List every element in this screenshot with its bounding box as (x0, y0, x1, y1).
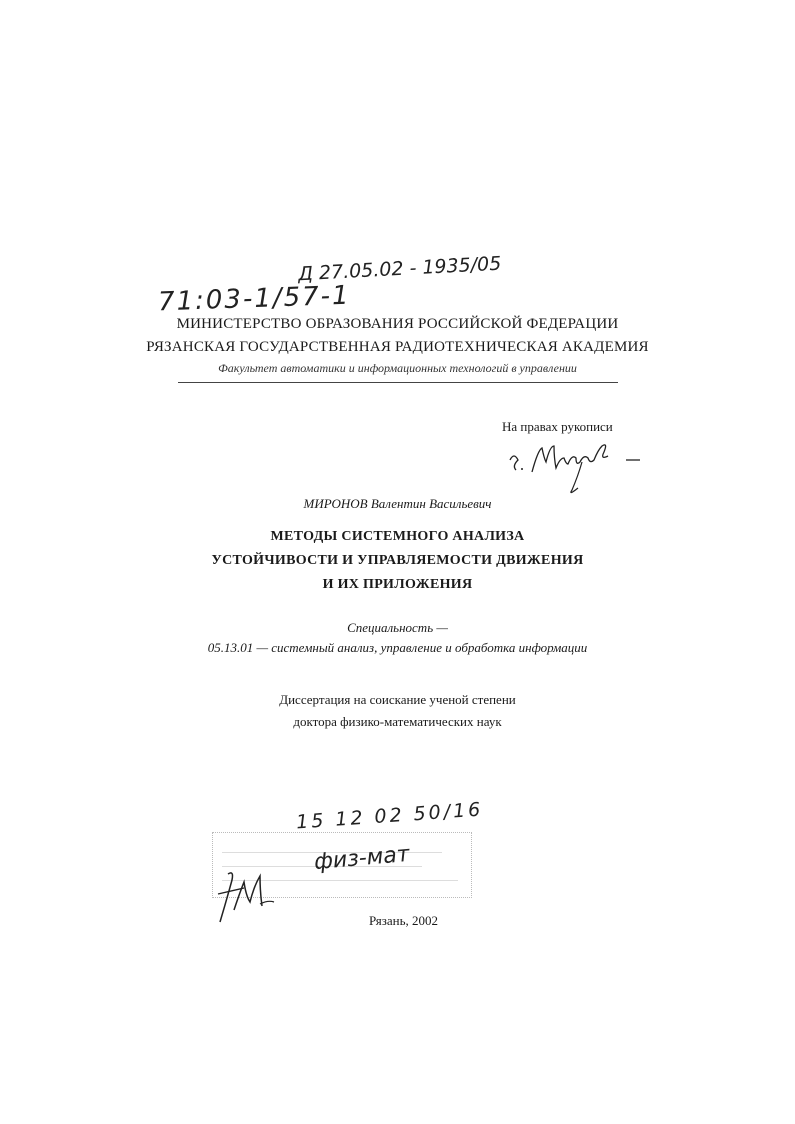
librarian-initials-signature (212, 860, 284, 928)
dissertation-title-line-2: УСТОЙЧИВОСТИ И УПРАВЛЯЕМОСТИ ДВИЖЕНИЯ (211, 553, 584, 568)
dissertation-title-line-3: И ИХ ПРИЛОЖЕНИЯ (322, 577, 473, 592)
handwritten-receipt-date: 15 12 02 50/16 (295, 798, 484, 834)
academy-heading: РЯЗАНСКАЯ ГОСУДАРСТВЕННАЯ РАДИОТЕХНИЧЕСКАЯ АКАДЕМИЯ (146, 339, 649, 355)
faculty-heading: Факультет автоматики и информационных технологий в управлении (218, 361, 577, 375)
rights-notice: На правах рукописи (502, 419, 613, 434)
header-divider (178, 382, 618, 383)
author-name: МИРОНОВ Валентин Васильевич (303, 496, 492, 511)
handwritten-catalog-code: 71:03-1/57-1 (157, 280, 352, 318)
dissertation-title-line-1: МЕТОДЫ СИСТЕМНОГО АНАЛИЗА (270, 529, 525, 544)
handwritten-field-note: физ-мат (313, 841, 411, 876)
specialty-code: 05.13.01 — системный анализ, управление и обработка информации (207, 640, 588, 655)
dissertation-degree-line-1: Диссертация на соискание ученой степени (279, 692, 516, 707)
place-and-year: Рязань, 2002 (369, 913, 439, 928)
ministry-heading: МИНИСТЕРСТВО ОБРАЗОВАНИЯ РОССИЙСКОЙ ФЕДЕРАЦИИ (176, 316, 619, 332)
handwritten-registration-number: Д 27.05.02 - 1935/05 (297, 252, 502, 286)
dissertation-degree-line-2: доктора физико-математических наук (293, 714, 502, 729)
specialty-label: Специальность — (347, 620, 448, 635)
author-signature (500, 432, 650, 497)
